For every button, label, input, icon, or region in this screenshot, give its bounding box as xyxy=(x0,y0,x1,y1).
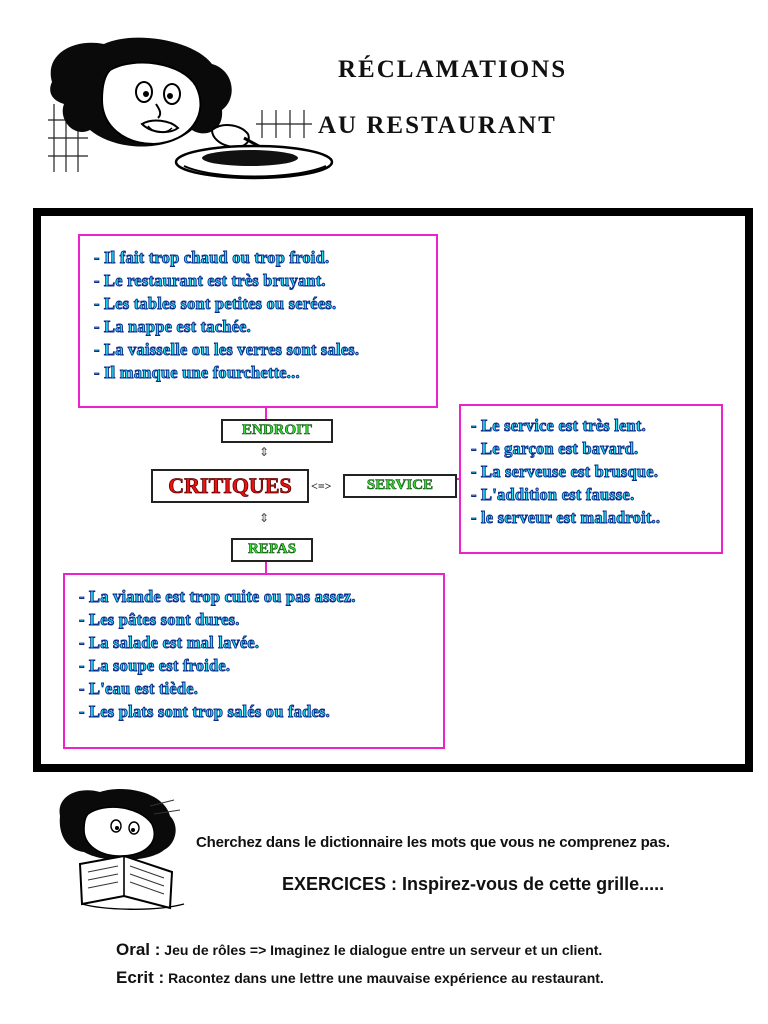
endroit-item: - Le restaurant est très bruyant. xyxy=(94,271,326,290)
endroit-item: - Les tables sont petites ou serées. xyxy=(94,294,337,313)
endroit-item: - La nappe est tachée. xyxy=(94,317,252,336)
service-item: - La serveuse est brusque. xyxy=(471,462,659,481)
repas-item: - Les plats sont trop salés ou fades. xyxy=(79,702,330,721)
up-down-arrow: ⇕ xyxy=(259,511,270,525)
ecrit-label: Ecrit : xyxy=(116,968,165,987)
title-line-2: AU RESTAURANT xyxy=(318,112,557,139)
repas-item: - L'eau est tiède. xyxy=(79,679,199,698)
repas-item: - Les pâtes sont dures. xyxy=(79,610,240,629)
endroit-complaints-box xyxy=(78,234,438,408)
critiques-center-label: CRITIQUES xyxy=(151,469,309,503)
repas-item: - La soupe est froide. xyxy=(79,656,231,675)
repas-complaints-box xyxy=(63,573,445,749)
exercises-heading: EXERCICES : Inspirez-vous de cette grille..... xyxy=(282,874,665,894)
ecrit-text: Racontez dans une lettre une mauvaise expérience au restaurant. xyxy=(164,970,604,986)
oral-label: Oral : xyxy=(116,940,161,959)
service-item: - L'addition est fausse. xyxy=(471,485,635,504)
service-item: - Le service est très lent. xyxy=(471,416,646,435)
endroit-item: - Il manque une fourchette... xyxy=(94,363,300,382)
soup-character-illustration xyxy=(44,34,334,182)
endroit-item: - Il fait trop chaud ou trop froid. xyxy=(94,248,330,267)
dictionary-instruction: Cherchez dans le dictionnaire les mots que vous ne comprenez pas. xyxy=(196,834,670,851)
complaints-diagram-frame xyxy=(33,208,753,772)
title-line-1: RÉCLAMATIONS xyxy=(338,56,568,83)
oral-text: Jeu de rôles => Imaginez le dialogue entre un serveur et un client. xyxy=(160,942,603,958)
service-item: - le serveur est maladroit.. xyxy=(471,508,661,527)
repas-item: - La salade est mal lavée. xyxy=(79,633,260,652)
up-down-arrow: ⇕ xyxy=(259,445,270,459)
written-task xyxy=(116,968,604,988)
service-item: - Le garçon est bavard. xyxy=(471,439,639,458)
endroit-item: - La vaisselle ou les verres sont sales. xyxy=(94,340,360,359)
repas-label: REPAS xyxy=(231,538,313,562)
service-complaints-box xyxy=(459,404,723,554)
repas-item: - La viande est trop cuite ou pas assez. xyxy=(79,587,356,606)
endroit-label: ENDROIT xyxy=(221,419,333,443)
service-label: SERVICE xyxy=(343,474,457,498)
left-right-arrow: <=> xyxy=(311,479,332,493)
reading-character-illustration xyxy=(54,786,196,918)
oral-task xyxy=(116,940,602,960)
